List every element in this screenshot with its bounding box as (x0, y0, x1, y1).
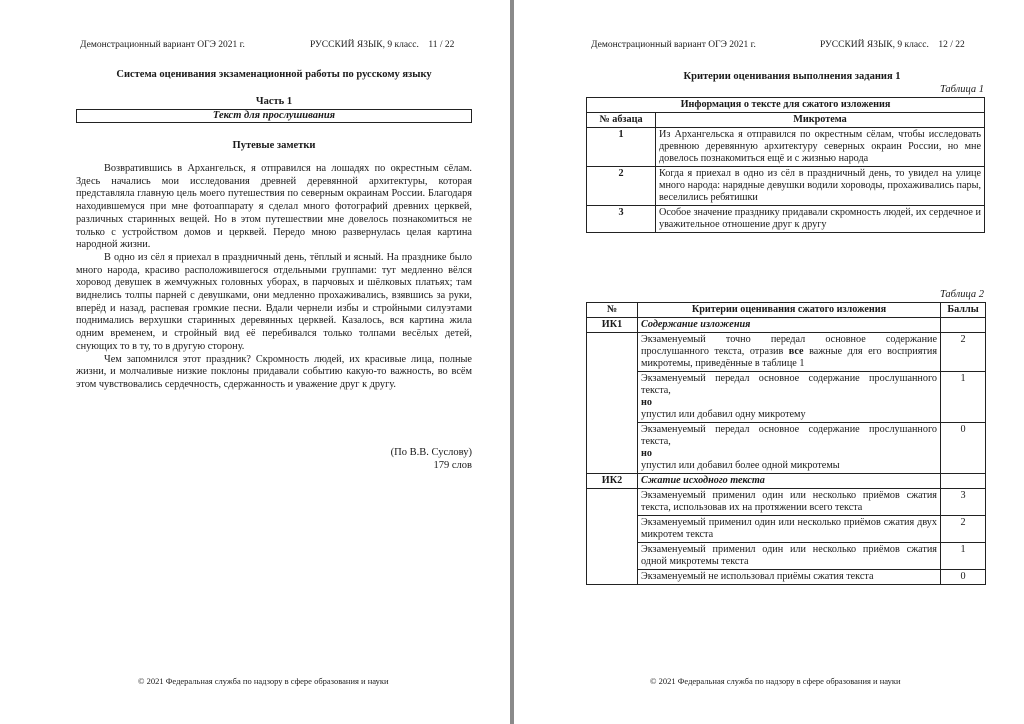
table1-caption: Таблица 1 (939, 84, 984, 95)
attribution-block (76, 446, 472, 472)
criterion-description: Экзаменуемый точно передал основное содержание прослушанного текста, отразив все важные для его восприятия микротемы, приведённые в таблице 1 (638, 333, 941, 372)
criteria-table (586, 302, 986, 585)
attribution: (По В.В. Суслову) (390, 447, 472, 458)
criterion-score: 1 (941, 372, 986, 423)
story-paragraph: В одно из сёл я приехал в праздничный день, тёплый и ясный. На празднике было много народа, красиво расположившегося отдельными группами: тут медленно вёлся хоровод девушек в жемчужных головных уборах, в парчовых и шёлковых платьях; там виднелись толпы парней с девушками, они медленно прохаживались, взявшись за руки, вперёд и назад, распевая громкие песни. Вдали чернели избы и стройными силуэтами поднимались верхушки старинных деревянных церквей. Казалось, вся картина жила одним временем, и стройный вид её перебивался только толпами весёлых детей, снующих то в ту, то в другую сторону. (76, 251, 472, 352)
criterion-score: 0 (941, 423, 986, 474)
criterion-score: 2 (941, 333, 986, 372)
microtopic-text: Когда я приехал в одно из сёл в праздничный день, то увидел на улице много народа: нарядные девушки водили хороводы, прохаживались пары, веселились ребятишки (656, 167, 985, 206)
table-row (587, 333, 986, 372)
table-row (587, 570, 986, 585)
criterion-description: Экзаменуемый передал основное содержание прослушанного текста, но упустил или добавил более одной микротемы (638, 423, 941, 474)
main-title: Система оценивания экзаменационной работы по русскому языку (116, 69, 432, 80)
col-points: Баллы (941, 303, 986, 318)
col-paragraph-number: № абзаца (587, 113, 656, 128)
col-microtopic: Микротема (656, 113, 985, 128)
story-title: Путевые заметки (232, 140, 316, 151)
criterion-score: 1 (941, 543, 986, 570)
table-row (587, 167, 985, 206)
table-row (587, 489, 986, 516)
table2-caption: Таблица 2 (939, 289, 984, 300)
criterion-description: Экзаменуемый применил один или несколько приёмов сжатия одной микротемы текста (638, 543, 941, 570)
page-12 (514, 0, 1024, 724)
table-row (587, 516, 986, 543)
story-body (76, 163, 472, 392)
microtopic-text: Особое значение празднику придавали скромность людей, их сердечное и уважительное отношение друг к другу (656, 206, 985, 233)
page-11 (0, 0, 510, 724)
criterion-name: Содержание изложения (638, 318, 941, 333)
part-heading: Часть 1 (255, 96, 293, 107)
table-row (587, 543, 986, 570)
table-row (587, 423, 986, 474)
criterion-section (587, 318, 986, 333)
table1-heading: Информация о тексте для сжатого изложения (587, 98, 985, 113)
criterion-code: ИК1 (587, 318, 638, 333)
col-criteria: Критерии оценивания сжатого изложения (638, 303, 941, 318)
header-subject-page: РУССКИЙ ЯЗЫК, 9 класс. 12 / 22 (820, 40, 965, 50)
story-paragraph: Чем запомнился этот праздник? Скромность людей, их красивые лица, полные жизни, и молчаливые низкие поклоны придавали событию какую-то важность, во всём этом чувствовались сердечность, сдержанность и уважение друг к другу. (76, 353, 472, 390)
header-exam-name: Демонстрационный вариант ОГЭ 2021 г. (591, 40, 756, 50)
criterion-description: Экзаменуемый применил один или несколько приёмов сжатия текста, использовав их на протяжении всего текста (638, 489, 941, 516)
footer-copyright: © 2021 Федеральная служба по надзору в сфере образования и науки (650, 676, 901, 686)
criteria-title: Критерии оценивания выполнения задания 1 (683, 71, 901, 82)
story-paragraph: Возвратившись в Архангельск, я отправился на лошадях по окрестным сёлам. Здесь начались мои исследования древней деревянной архитектуры, которая представляла главную цель моего путешествия по северным окраинам России. Благодаря находившемуся при мне фотоаппарату я сделал много фотографий древних церквей, различных старинных вещей. Но в этом путешествии мне довелось познакомиться не только с устройством домов и церквей. Передо мною развернулась целая картина народной жизни. (76, 163, 472, 251)
footer-copyright: © 2021 Федеральная служба по надзору в сфере образования и науки (138, 676, 389, 686)
header-exam-name: Демонстрационный вариант ОГЭ 2021 г. (80, 40, 245, 50)
criterion-code: ИК2 (587, 474, 638, 489)
paragraph-number: 3 (587, 206, 656, 233)
table-row (587, 372, 986, 423)
microtopic-text: Из Архангельска я отправился по окрестным сёлам, чтобы исследовать древнюю деревянную архитектуру северных окраин России, но мне довелось познакомиться ещё и с жизнью народа (656, 128, 985, 167)
text-for-listening-box: Текст для прослушивания (76, 109, 472, 123)
criterion-score: 2 (941, 516, 986, 543)
criterion-section (587, 474, 986, 489)
header-subject-page: РУССКИЙ ЯЗЫК, 9 класс. 11 / 22 (310, 40, 455, 50)
microtopics-table (586, 97, 985, 233)
criterion-score: 0 (941, 570, 986, 585)
criterion-name: Сжатие исходного текста (638, 474, 941, 489)
paragraph-number: 1 (587, 128, 656, 167)
word-count: 179 слов (433, 460, 472, 471)
criterion-score: 3 (941, 489, 986, 516)
criterion-description: Экзаменуемый передал основное содержание прослушанного текста, но упустил или добавил одну микротему (638, 372, 941, 423)
col-number: № (587, 303, 638, 318)
paragraph-number: 2 (587, 167, 656, 206)
table-row (587, 128, 985, 167)
criterion-description: Экзаменуемый применил один или несколько приёмов сжатия двух микротем текста (638, 516, 941, 543)
table-row (587, 206, 985, 233)
criterion-description: Экзаменуемый не использовал приёмы сжатия текста (638, 570, 941, 585)
